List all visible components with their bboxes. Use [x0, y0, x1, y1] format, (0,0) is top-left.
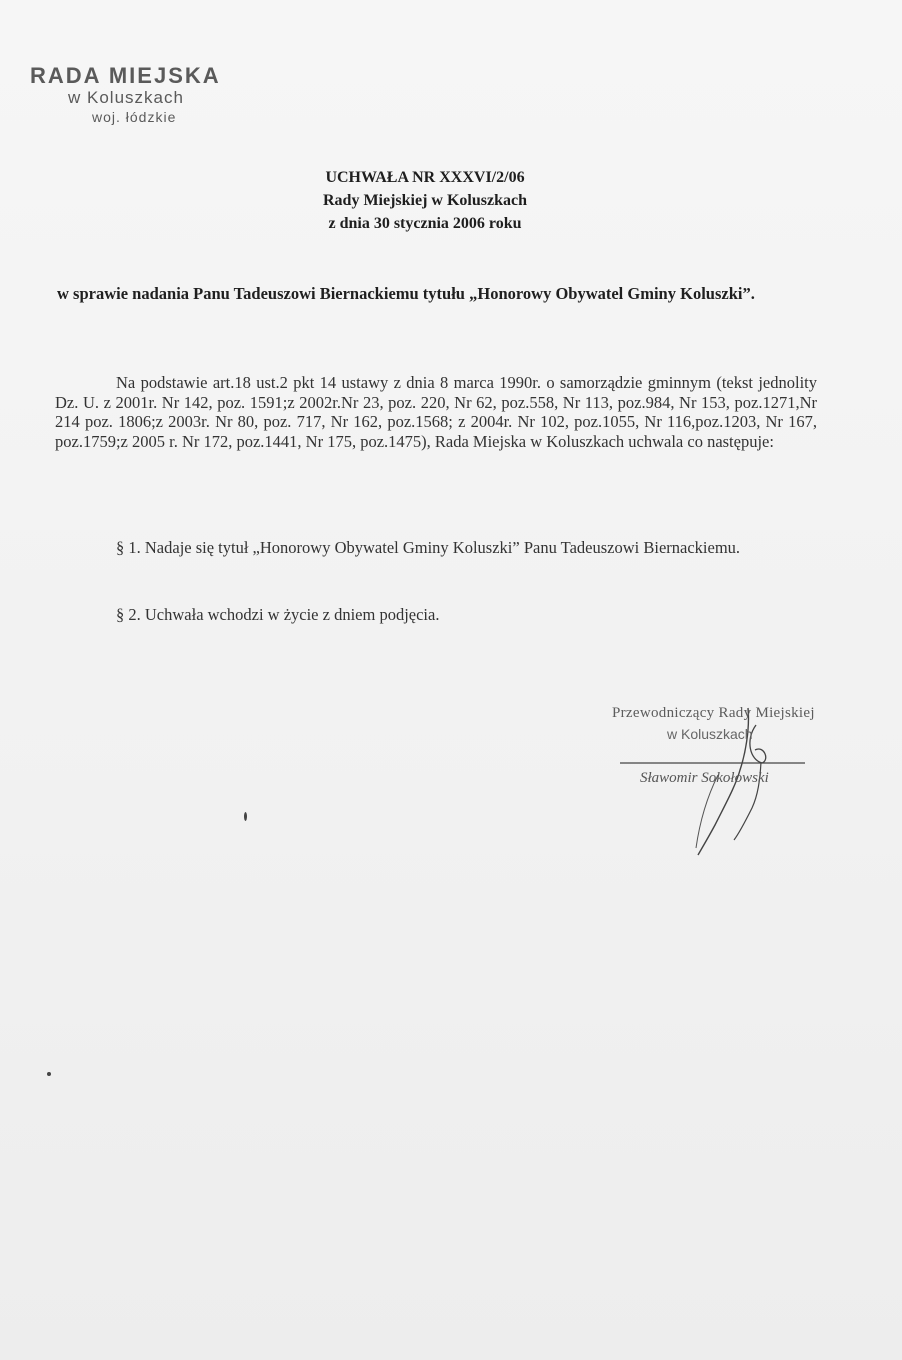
council-stamp: [30, 64, 270, 126]
section-2-paragraph: § 2. Uchwała wchodzi w życie z dniem podjęcia.: [116, 605, 440, 624]
scan-speck: [244, 812, 247, 821]
signatory-name: Sławomir Sokołowski: [640, 770, 769, 786]
section-1-paragraph: § 1. Nadaje się tytuł „Honorowy Obywatel Gminy Koluszki” Panu Tadeuszowi Biernackiemu.: [116, 538, 741, 557]
scan-speck: [47, 1072, 51, 1076]
stamp-town: w Koluszkach: [68, 88, 184, 107]
resolution-issuer: Rady Miejskiej w Koluszkach: [323, 192, 527, 209]
resolution-number: UCHWAŁA NR XXXVI/2/06: [325, 169, 525, 186]
signatory-title: Przewodniczący Rady Miejskiej: [612, 705, 815, 721]
stamp-council-name: RADA MIEJSKA: [30, 63, 221, 88]
resolution-subject: w sprawie nadania Panu Tadeuszowi Biernackiemu tytułu „Honorowy Obywatel Gminy Koluszki”.: [57, 284, 755, 303]
stamp-voivodeship: woj. łódzkie: [92, 109, 177, 125]
resolution-heading: [0, 166, 850, 235]
legal-basis-paragraph: Na podstawie art.18 ust.2 pkt 14 ustawy z dnia 8 marca 1990r. o samorządzie gminnym (tekst jednolity Dz. U. z 2001r. Nr 142, poz. 1591;z 2002r.Nr 23, poz. 220, Nr 62, poz.558, Nr 113, poz.984, Nr 153, poz.1271,Nr 214 poz. 1806;z 2003r. Nr 80, poz. 717, Nr 162, poz.1568; z 2004r. Nr 102, poz.1055, Nr 116,poz.1203, Nr 167, poz.1759;z 2005 r. Nr 172, poz.1441, Nr 175, poz.1475), Rada Miejska w Koluszkach uchwala co następuje:: [55, 373, 817, 451]
resolution-date: z dnia 30 stycznia 2006 roku: [328, 215, 522, 232]
signatory-place: w Koluszkach: [667, 726, 753, 742]
